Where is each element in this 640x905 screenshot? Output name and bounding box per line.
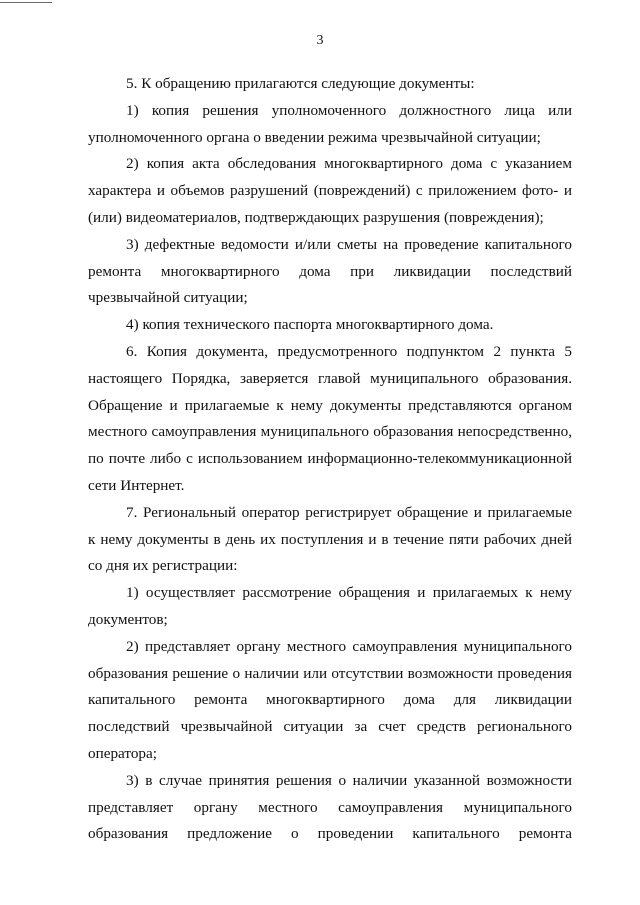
- document-body: [88, 71, 572, 848]
- paragraph-item-5: 5. К обращению прилагаются следующие документы:: [126, 75, 475, 92]
- paragraph-subitem-1: 1) копия решения уполномоченного должностного лица или уполномоченного органа о введении режима чрезвычайной ситуации;: [88, 101, 572, 146]
- paragraph-item-6: 6. Копия документа, предусмотренного подпунктом 2 пункта 5 настоящего Порядка, заверяется главой муниципального образования. Обращение и прилагаемые к нему документы представляются органом местного самоуправления муниципального образования непосредственно, по почте либо с использованием информационно-телекоммуникационной сети Интернет.: [88, 342, 572, 494]
- page-number: 3: [316, 33, 324, 48]
- paragraph-subitem-7-3: 3) в случае принятия решения о наличии указанной возможности представляет органу местного самоуправления муниципального образования предложение о проведении капитального ремонта: [88, 771, 572, 843]
- paragraph-subitem-2: 2) копия акта обследования многоквартирного дома с указанием характера и объемов разрушений (повреждений) с приложением фото- и (или) видеоматериалов, подтверждающих разрушения (повреждения);: [88, 155, 572, 226]
- paragraph-subitem-7-2: 2) представляет органу местного самоуправления муниципального образования решение о наличии или отсутствии возможности проведения капитального ремонта многоквартирного дома для ликвидации последствий чрезвычайной ситуации за счет средств регионального оператора;: [88, 637, 572, 762]
- scan-edge-line: [0, 2, 52, 3]
- paragraph-item-7: 7. Региональный оператор регистрирует обращение и прилагаемые к нему документы в день их поступления и в течение пяти рабочих дней со дня их регистрации:: [88, 503, 572, 575]
- paragraph-subitem-3: 3) дефектные ведомости и/или сметы на проведение капитального ремонта многоквартирного дома при ликвидации последствий чрезвычайной ситуации;: [88, 235, 572, 307]
- paragraph-subitem-7-1: 1) осуществляет рассмотрение обращения и прилагаемых к нему документов;: [88, 584, 572, 628]
- paragraph-subitem-4: 4) копия технического паспорта многоквартирного дома.: [126, 316, 494, 334]
